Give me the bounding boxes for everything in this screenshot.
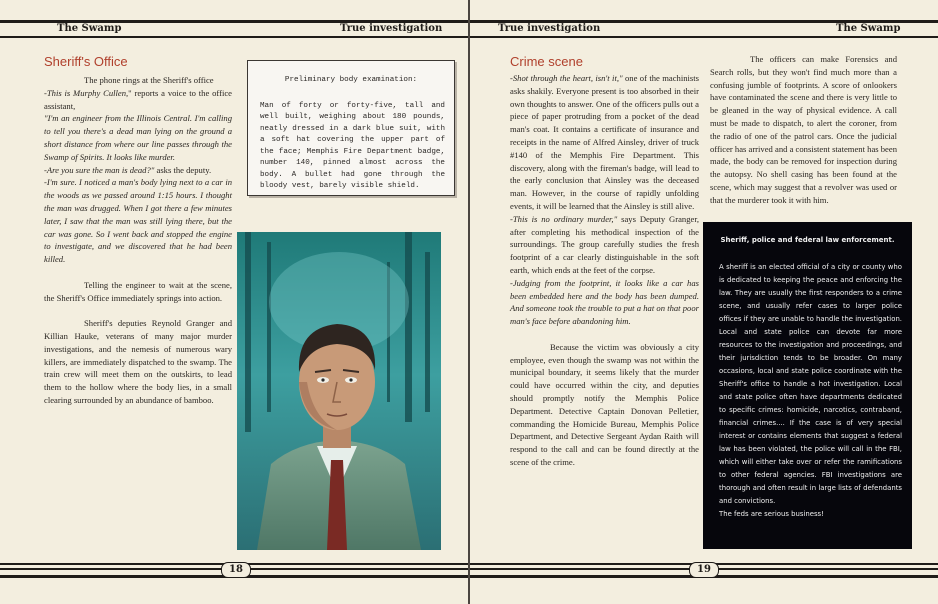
paragraph [44,164,232,177]
page-number: 18 [221,562,251,578]
sidebar-law-enforcement [703,222,912,549]
paragraph [510,328,699,341]
paragraph: Sheriff's deputies Reynold Granger and Killian Hauke, veterans of many major murder investigations, and the nemesis of numerous wary killers, are immediately dispatched to the swamp. The train crew will meet them on the outskirts, to lead them to the hollow where the body lies, in a small clearing surrounded by an abundance of bamboo. [44,318,232,405]
left-header [0,20,468,36]
narration-span: asks the deputy. [154,164,212,175]
paragraph [510,72,699,213]
note-body: Man of forty or forty-five, tall and well built, weighing about 180 pounds, neatly dressed in a dark blue suit, with a soft hat covering the upper part of the face; Memphis Fire Department badge, number 140, pinned almost across the body. A bullet had gone through the bloody vest, barely visible shield. [260,101,445,190]
paragraph: "I'm an engineer from the Illinois Central. I'm calling to tell you there's a dead man lying on the ground a short distance from where our line passes through the Swamp of Spirits. It looks like murder. [44,113,232,162]
narration-span: says Deputy Granger, after completing his methodical inspection of the surroundings. The group carefully studies the fresh footprint of a car clearly distinguishable in the soft earth, which ends at the feet of the corpse. [510,213,699,275]
right-column-1 [510,72,699,469]
narration-span: " reports a voice to the office assistant, [44,87,232,111]
paragraph: The officers can make Forensics and Search rolls, but they won't find much more than a confusing jumble of footprints. A score of onlookers have contaminated the scene and there is very little to be gleaned in the way of physical evidence. A call must be made to dispatch, to alert the coroner, from the radio of one of the patrol cars. Once the judicial officer has arrived and a consistent statement has been made, the body can be removed for inspection during the autopsy. No shell casing has been found at the scene, which may suggest that a revolver was used or that the murderer took it with him. [710,54,897,205]
right-footer [470,563,938,583]
paragraph [44,87,232,113]
right-header [470,20,938,36]
quote-span: -This is Murphy Cullen, [44,87,129,98]
note-title: Preliminary body examination: [284,76,418,84]
sidebar-title: Sheriff, police and federal law enforcement. [720,236,895,244]
header-right-label: True investigation [340,23,443,34]
paragraph: Telling the engineer to wait at the scene, the Sheriff's Office immediately springs into action. [44,279,232,303]
paragraph [510,213,699,277]
page-number: 19 [689,562,719,578]
quote-span: -This is no ordinary murder," [510,213,618,224]
body-exam-note [247,60,455,196]
detective-illustration [237,232,441,550]
paragraph: The phone rings at the Sheriff's office [84,75,214,85]
sidebar-body: A sheriff is an elected official of a city or county who is dedicated to keeping the peace and enforcing the law. They are usually the first responders to a crime scene, and usually refer cases to larger police offices if they are unable to handle the investigation. Local and state police can devote far more resources to the investigation and proceedings, and their jurisdiction tends to be broader. On many occasions, local and state police coordinate with the Sheriff's office to handle a hot investigation. Local and state police often have departments dedicated to specific crimes: homicide, narcotics, contraband, financial crimes.... If the case is of very special interest or contains elements that suggest a federal law has been violated, the police will call in the FBI, which will either take over or refer the ramifications to other federal agencies. FBI investigations are thorough and often result in large lists of defendants and convictions. [719,263,902,505]
left-body-text [44,74,232,407]
narration-span: one of the machinists asks shakily. Everyone present is too absorbed in their own thoughts to answer. One of the officers pulls out a piece of paper protruding from a pocket of the dead man's coat. It contains a certificate of insurance and receipts in the name of Alfred Ainsley, driver of truck #140 of the Memphis Fire Department. This discovery, along with the fireman's badge, will lead to the early conclusion that Ainsley was the deceased man. However, in the course of rapidly unfolding events, it will be learned that the Ainsley is still alive. [510,73,699,211]
right-column-2 [710,53,897,207]
left-footer [0,563,468,583]
header-right-label: The Swamp [836,23,901,34]
left-page [0,0,468,604]
paragraph: -Judging from the footprint, it looks like a car has been embedded here and the body has been dumped. And someone took the trouble to put a hat on that poor man's face before abandoning him. [510,277,699,327]
header-left-label: The Swamp [57,23,122,34]
paragraph: -I'm sure. I noticed a man's body lying next to a car in the woods as we passed around 1:15 hours. I thought the man was drugged. When I got there a few minutes later, I saw that the man was still lying there, but the car was gone. So I went back and stopped the engine to investigate, and we discovered that he had been killed. [44,177,232,265]
header-left-label: True investigation [498,23,601,34]
sidebar-closing: The feds are serious business! [719,510,824,518]
paragraph: Because the victim was obviously a city employee, even though the swamp was not within the municipal boundary, it seems likely that the murder could have occurred within the city, and deputies should promptly notify the Memphis Police Department. Detective Captain Donovan Pelletier, commanding the Homicide Bureau, Memphis Police Department, and Detective Sergeant Aydan Raith will respond to the call and can be found directly at the scene of the crime. [510,341,699,467]
paragraph [44,304,232,317]
quote-span: -Shot through the heart, isn't it," [510,73,623,83]
section-title: Sheriff's Office [44,54,128,69]
section-title: Crime scene [510,54,583,69]
quote-span: -Are you sure the man is dead?" [44,164,155,175]
paragraph [44,266,232,279]
